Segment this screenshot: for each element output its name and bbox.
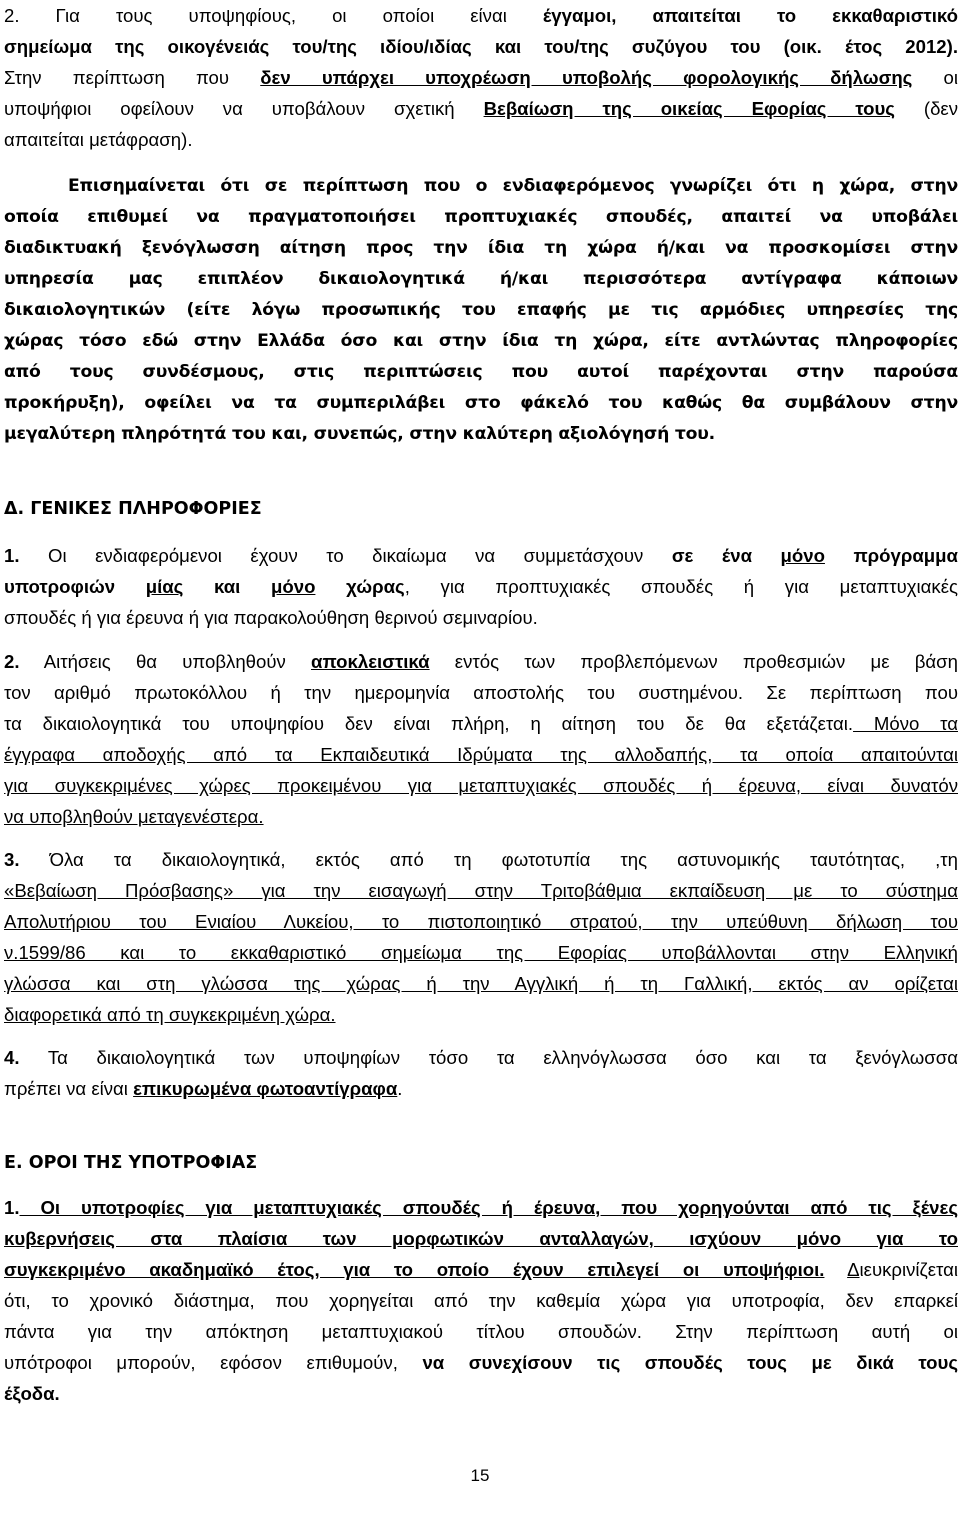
text-line: να υποβληθούν μεταγενέστερα. bbox=[4, 806, 264, 827]
section-d-item-3 bbox=[4, 844, 958, 1030]
text-line: υπηρεσία μας επιπλέον δικαιολογητικά ή/και περισσότερα αντίγραφα κάποιων bbox=[4, 269, 958, 289]
text-line: 2. Για τους υποψηφίους, οι οποίοι είναι έγγαμοι, απαιτείται το εκκαθαριστικό bbox=[4, 5, 958, 26]
text-line: απαιτείται μετάφραση). bbox=[4, 129, 193, 150]
text-line: πάντα για την απόκτηση μεταπτυχιακού τίτλου σπουδών. Στην περίπτωση αυτή οι bbox=[4, 1321, 958, 1342]
text-line: τα δικαιολογητικά του υποψηφίου δεν είναι πλήρη, η αίτηση του δε θα εξετάζεται. Μόνο τα bbox=[4, 713, 958, 734]
section-d-item-1 bbox=[4, 540, 958, 633]
text-line: σημείωμα της οικογένειάς του/της ιδίου/ιδίας και του/της συζύγου του (οικ. έτος 2012). bbox=[4, 36, 958, 57]
text-line: έγγραφα αποδοχής από τα Εκπαιδευτικά Ιδρύματα της αλλοδαπής, τα οποία απαιτούνται bbox=[4, 744, 958, 765]
page-number: 15 bbox=[470, 1466, 490, 1485]
text-line: δικαιολογητικών (είτε λόγω προσωπικής του επαφής με τις αρμόδιες υπηρεσίες της bbox=[4, 300, 958, 320]
text-line: προκήρυξη), οφείλει να τα συμπεριλάβει στο φάκελό του καθώς θα συμβάλουν στην bbox=[4, 393, 958, 413]
text-line: Στην περίπτωση που δεν υπάρχει υποχρέωση υποβολής φορολογικής δήλωσης οι bbox=[4, 67, 958, 88]
text-line: Απολυτήριου του Ενιαίου Λυκείου, το πιστοποιητικό στρατού, την υπεύθυνη δήλωση του bbox=[4, 911, 958, 932]
text-line: ότι, το χρονικό διάστημα, που χορηγείται από την καθεμία χώρα για υποτροφία, δεν επαρκεί bbox=[4, 1290, 958, 1311]
section-heading: Ε. ΟΡΟΙ ΤΗΣ ΥΠΟΤΡΟΦΙΑΣ bbox=[4, 1153, 258, 1173]
text-line: τον αριθμό πρωτοκόλλου ή την ημερομηνία αποστολής του συστημένου. Σε περίπτωση που bbox=[4, 682, 958, 703]
text-line: σπουδές ή για έρευνα ή για παρακολούθηση θερινού σεμιναρίου. bbox=[4, 607, 538, 628]
text-line: πρέπει να είναι επικυρωμένα φωτοαντίγραφα. bbox=[4, 1078, 403, 1099]
text-line: 4. Τα δικαιολογητικά των υποψηφίων τόσο τα ελληνόγλωσσα όσο και τα ξενόγλωσσα bbox=[4, 1047, 958, 1068]
text-line: έξοδα. bbox=[4, 1383, 60, 1404]
text-line: διαφορετικά από τη συγκεκριμένη χώρα. bbox=[4, 1004, 336, 1025]
text-line: 1. Οι υποτροφίες για μεταπτυχιακές σπουδές ή έρευνα, που χορηγούνται από τις ξένες bbox=[4, 1197, 958, 1218]
text-line: 2. Αιτήσεις θα υποβληθούν αποκλειστικά εντός των προβλεπόμενων προθεσμιών με βάση bbox=[4, 651, 958, 672]
text-line: Επισημαίνεται ότι σε περίπτωση που ο ενδιαφερόμενος γνωρίζει ότι η χώρα, στην bbox=[68, 176, 958, 196]
text-line: «Βεβαίωση Πρόσβασης» για την εισαγωγή στην Τριτοβάθμια εκπαίδευση με το σύστημα bbox=[4, 880, 958, 901]
section-d-item-2 bbox=[4, 646, 958, 832]
text-line: συγκεκριμένο ακαδημαϊκό έτος, για το οποίο έχουν επιλεγεί οι υποψήφιοι. Διευκρινίζεται bbox=[4, 1259, 958, 1280]
text-line: υπότροφοι μπορούν, εφόσον επιθυμούν, να συνεχίσουν τις σπουδές τους με δικά τους bbox=[4, 1352, 958, 1373]
section-e-item-1 bbox=[4, 1192, 958, 1409]
text-line: διαδικτυακή ξενόγλωσση αίτηση προς την ίδια τη χώρα ή/και να προσκομίσει στην bbox=[4, 238, 958, 258]
text-line: γλώσσα και στη γλώσσα της χώρας ή την Αγγλική ή τη Γαλλική, εκτός αν ορίζεται bbox=[4, 973, 958, 994]
text-line: μεγαλύτερη πληρότητά του και, συνεπώς, στην καλύτερη αξιολόγησή του. bbox=[4, 424, 716, 444]
text-line: υποτροφιών μίας και μόνο χώρας, για προπτυχιακές σπουδές ή για μεταπτυχιακές bbox=[4, 576, 958, 597]
section-e bbox=[4, 1148, 958, 1179]
top-section bbox=[4, 0, 958, 155]
section-d-item-4 bbox=[4, 1042, 958, 1104]
text-line: από τους συνδέσμους, στις περιπτώσεις που αυτοί παρέχονται στην παρούσα bbox=[4, 362, 958, 382]
text-line: για συγκεκριμένες χώρες προκειμένου για μεταπτυχιακές σπουδές ή έρευνα, είναι δυνατόν bbox=[4, 775, 958, 796]
text-line: υποψήφιοι οφείλουν να υποβάλουν σχετική Βεβαίωση της οικείας Εφορίας τους (δεν bbox=[4, 98, 958, 119]
text-line: κυβερνήσεις στα πλαίσια των μορφωτικών ανταλλαγών, ισχύουν μόνο για το bbox=[4, 1228, 958, 1249]
section-d bbox=[4, 494, 958, 525]
text-line: χώρας τόσο εδώ στην Ελλάδα όσο και στην ίδια τη χώρα, είτε αντλώντας πληροφορίες bbox=[4, 331, 958, 351]
text-line: οποία επιθυμεί να πραγματοποιήσει προπτυχιακές σπουδές, απαιτεί να υποβάλει bbox=[4, 207, 958, 227]
notice-paragraph bbox=[4, 171, 958, 450]
text-line: 1. Οι ενδιαφερόμενοι έχουν το δικαίωμα να συμμετάσχουν σε ένα μόνο πρόγραμμα bbox=[4, 545, 958, 566]
section-heading: Δ. ΓΕΝΙΚΕΣ ΠΛΗΡΟΦΟΡΙΕΣ bbox=[4, 499, 262, 519]
text-line: ν.1599/86 και το εκκαθαριστικό σημείωμα της Εφορίας υποβάλλονται στην Ελληνική bbox=[4, 942, 958, 963]
text-line: 3. Όλα τα δικαιολογητικά, εκτός από τη φωτοτυπία της αστυνομικής ταυτότητας, ,τη bbox=[4, 849, 958, 870]
